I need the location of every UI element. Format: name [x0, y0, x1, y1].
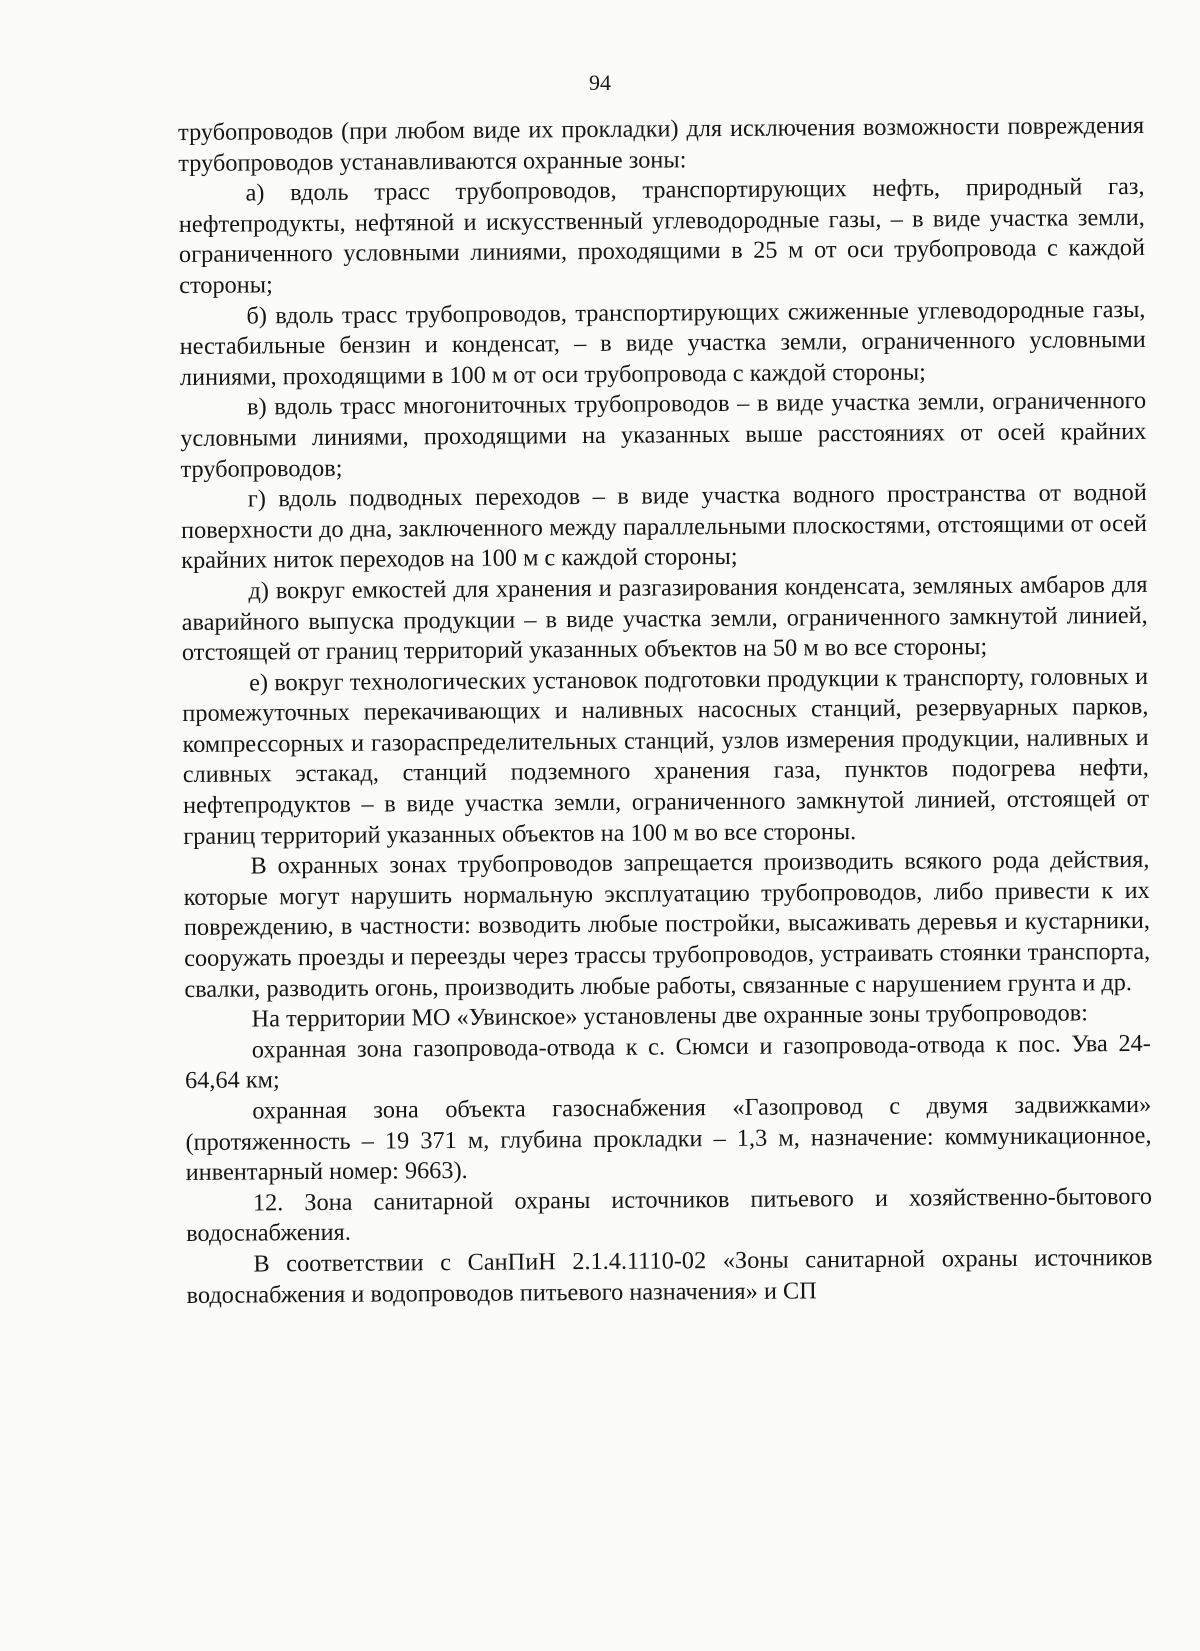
page-number: 94: [589, 70, 611, 95]
paragraph: охранная зона объекта газоснабжения «Газопровод с двумя задвижками» (протяженность – 19 371 м, глубина прокладки – 1,3 м, назначение: коммуникационное, инвентарный номер: 9663).: [185, 1090, 1152, 1187]
paragraph: г) вдоль подводных переходов – в виде участка водного пространства от водной поверхности до дна, заключенного между параллельными плоскостями, отстоящими от осей крайних ниток переходов на 100 м с каждой стороны;: [180, 479, 1148, 575]
paragraph: е) вокруг технологических установок подготовки продукции к транспорту, головных и промежуточных перекачивающих и наливных насосных станций, резервуарных парков, компрессорных и газораспределительных станций, узлов измерения продукции, наливных и сливных эстакад, станций подземного хранения газа, пунктов подогрева нефти, нефтепродуктов – в виде участка земли, ограниченного замкнутой линией, отстоящей от границ территорий указанных объектов на 100 м во все стороны.: [182, 662, 1150, 850]
paragraph: д) вокруг емкостей для хранения и разгазирования конденсата, земляных амбаров для аварийного выпуска продукции – в виде участка земли, ограниченного замкнутой линией, отстоящей от границ территорий указанных объектов на 50 м во все стороны;: [181, 570, 1148, 667]
paragraph: б) вдоль трасс трубопроводов, транспортирующих сжиженные углеводородные газы, нестабильные бензин и конденсат, – в виде участка земли, ограниченного условными линиями, проходящими в 100 м от оси трубопровода с каждой стороны;: [179, 295, 1146, 391]
paragraph: в) вдоль трасс многониточных трубопроводов – в виде участка земли, ограниченного условными линиями, проходящими на указанных выше расстояниях от осей крайних трубопроводов;: [180, 387, 1147, 483]
paragraph: трубопроводов (при любом виде их прокладки) для исключения возможности повреждения трубопроводов устанавливаются охранные зоны:: [178, 111, 1145, 177]
body-text: [178, 111, 1153, 1311]
paragraph: В соответствии с СанПиН 2.1.4.1110-02 «Зоны санитарной охраны источников водоснабжения и водопроводов питьевого назначения» и СП: [186, 1243, 1153, 1309]
paragraph: На территории МО «Увинское» установлены две охранные зоны трубопроводов:: [251, 999, 1089, 1033]
paragraph: а) вдоль трасс трубопроводов, транспортирующих нефть, природный газ, нефтепродукты, нефтяной и искусственный углеводородные газы, – в виде участка земли, ограниченного условными линиями, проходящими в 25 м от оси трубопровода с каждой стороны;: [178, 173, 1146, 299]
paragraph: охранная зона газопровода-отвода к с. Сюмси и газопровода-отвода к пос. Ува 24-64,64 км;: [184, 1029, 1151, 1095]
paragraph: В охранных зонах трубопроводов запрещается производить всякого рода действия, которые могут нарушить нормальную эксплуатацию трубопроводов, либо привести к их повреждению, в частности: возводить любые постройки, высаживать деревья и кустарники, сооружать проезды и переезды через трассы трубопроводов, устраивать стоянки транспорта, свалки, разводить огонь, производить любые работы, связанные с нарушением грунта и др.: [183, 846, 1151, 1003]
paragraph: 12. Зона санитарной охраны источников питьевого и хозяйственно-бытового водоснабжения.: [186, 1182, 1153, 1248]
